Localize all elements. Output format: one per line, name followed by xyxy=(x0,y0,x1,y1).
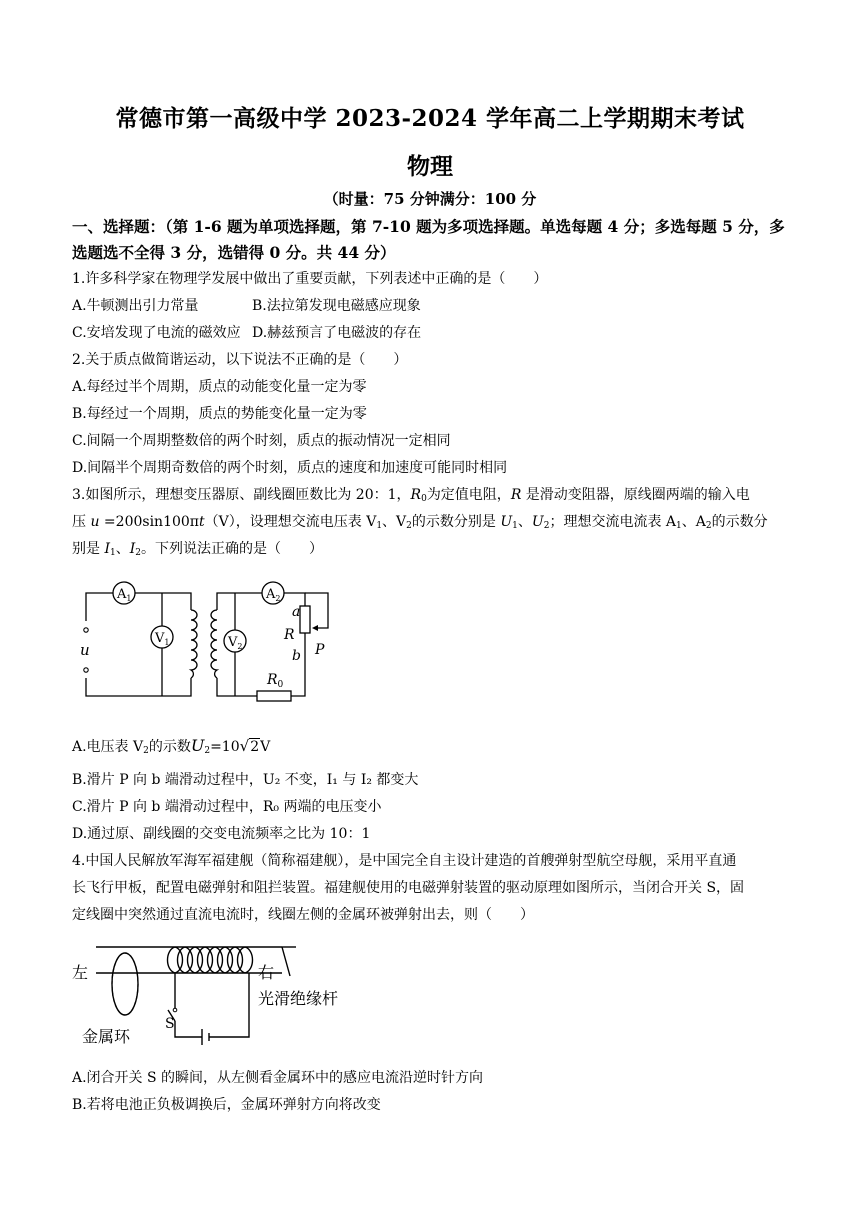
time-score-note: （时量：75 分钟满分：100 分 xyxy=(323,190,537,208)
label-v1: $V_1$ xyxy=(155,631,170,647)
q1-option-b: B.法拉第发现电磁感应现象 xyxy=(252,298,421,314)
resistor-r0 xyxy=(257,691,291,701)
label-switch: S xyxy=(165,1016,175,1032)
terminal-bottom xyxy=(84,668,88,672)
q1-options-row1 xyxy=(72,297,421,315)
q1-option-c: C.安培发现了电流的磁效应 xyxy=(72,325,241,341)
exam-title: 常德市第一高级中学 2023-2024 学年高二上学期期末考试 xyxy=(115,105,745,132)
q4-option-b: B.若将电池正负极调换后，金属环弹射方向将改变 xyxy=(72,1097,381,1113)
q1-option-a: A.牛顿测出引力常量 xyxy=(72,298,199,314)
subject-title: 物理 xyxy=(407,153,453,180)
label-rod: 光滑绝缘杆 xyxy=(258,989,339,1008)
q3-stem-line1: 3.如图所示，理想变压器原、副线圈匝数比为 20：1，$R_0$为定值电阻，R 是滑动变阻器，原线圈两端的输入电 xyxy=(72,487,750,504)
electromagnetic-launcher-diagram xyxy=(72,938,372,1054)
q4-option-a: A.闭合开关 S 的瞬间，从左侧看金属环中的感应电流沿逆时针方向 xyxy=(72,1070,484,1086)
q2-option-c: C.间隔一个周期整数倍的两个时刻，质点的振动情况一定相同 xyxy=(72,433,451,449)
label-v2: $V_2$ xyxy=(228,635,243,651)
q3-option-b: B.滑片 P 向 b 端滑动过程中，U₂ 不变，I₁ 与 I₂ 都变大 xyxy=(72,772,419,788)
q3-option-d: D.通过原、副线圈的交变电流频率之比为 10：1 xyxy=(72,826,371,842)
q1-stem: 1.许多科学家在物理学发展中做出了重要贡献，下列表述中正确的是（ ） xyxy=(72,271,548,287)
label-u: u xyxy=(80,641,90,659)
q3-option-c: C.滑片 P 向 b 端滑动过程中，R₀ 两端的电压变小 xyxy=(72,799,382,815)
label-left: 左 xyxy=(72,963,89,982)
label-r: R xyxy=(284,627,295,643)
q2-option-a: A.每经过半个周期，质点的动能变化量一定为零 xyxy=(72,379,367,395)
q4-stem-line2: 长飞行甲板，配置电磁弹射和阻拦装置。福建舰使用的电磁弹射装置的驱动原理如图所示，当闭合开关 S，固 xyxy=(72,880,745,896)
label-r0: $R_0$ xyxy=(267,672,284,690)
q2-stem: 2.关于质点做简谐运动，以下说法不正确的是（ ） xyxy=(72,352,408,368)
slider-p-arrow xyxy=(312,625,318,631)
q4-stem-line1: 4.中国人民解放军海军福建舰（简称福建舰），是中国完全自主设计建造的首艘弹射型航空母舰，采用平直通 xyxy=(72,853,737,869)
label-ring: 金属环 xyxy=(82,1027,131,1046)
q1-options-row2 xyxy=(72,324,421,342)
q4-stem-line3: 定线圈中突然通过直流电流时，线圈左侧的金属环被弹射出去，则（ ） xyxy=(72,907,534,923)
label-p: P xyxy=(315,642,325,658)
section-heading: 一、选择题：（第 1-6 题为单项选择题，第 7-10 题为多项选择题。单选每题 4 分；多选每题 5 分，多选题选不全得 3 分，选错得 0 分。共 44 分） xyxy=(72,217,785,262)
q2-option-b: B.每经过一个周期，质点的势能变化量一定为零 xyxy=(72,406,367,422)
label-a-end: a xyxy=(292,604,301,620)
rheostat-r xyxy=(300,606,310,633)
q3-stem-line2: 压 u =200sin100πt（V），设理想交流电压表 $V_1$、$V_2$的示数分别是 $U_1$、$U_2$；理想交流电流表 $A_1$、$A_2$的示数分 xyxy=(72,514,768,531)
switch-contact-icon xyxy=(173,1008,177,1012)
q2-option-d: D.间隔半个周期奇数倍的两个时刻，质点的速度和加速度可能同时相同 xyxy=(72,460,508,476)
label-a1: $A_1$ xyxy=(117,587,132,603)
q1-option-d: D.赫兹预言了电磁波的存在 xyxy=(252,325,422,341)
label-right: 右 xyxy=(258,963,275,982)
label-b-end: b xyxy=(292,648,301,664)
q3-stem-line3: 别是 $I_1$、$I_2$。下列说法正确的是（ ） xyxy=(72,541,323,558)
label-a2: $A_2$ xyxy=(266,587,281,603)
terminal-top xyxy=(84,628,88,632)
transformer-circuit-diagram xyxy=(72,578,342,713)
q3-option-a: A.电压表 $V_2$的示数$U_2=10√2V$ xyxy=(72,736,271,756)
